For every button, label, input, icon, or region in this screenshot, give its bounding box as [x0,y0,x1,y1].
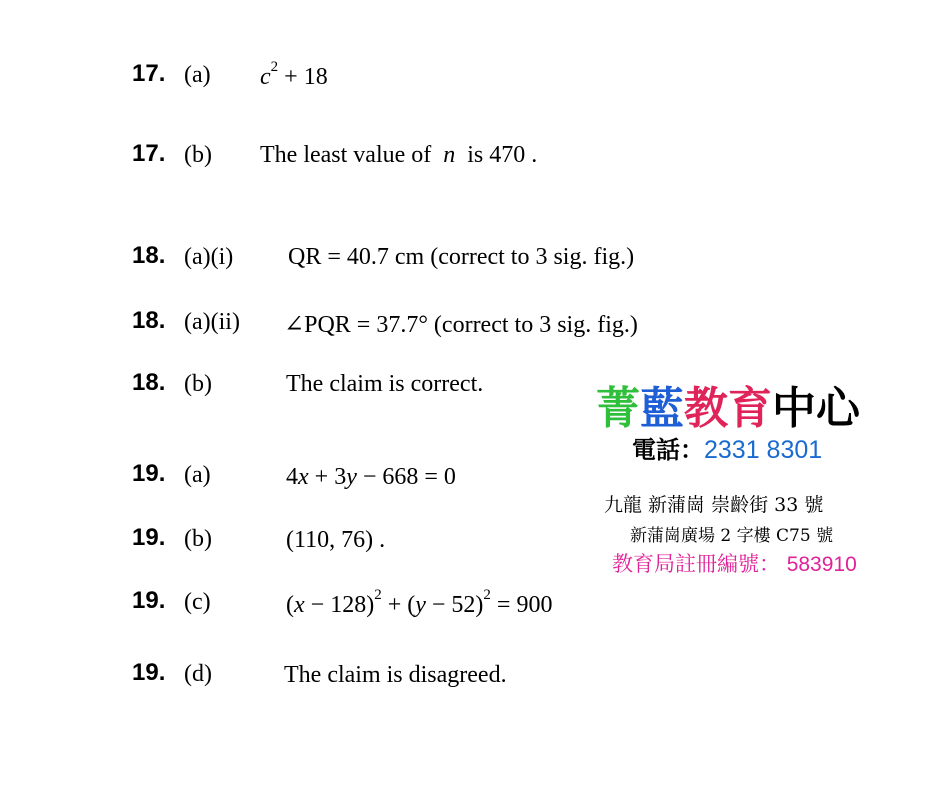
registration-line [612,548,857,578]
answer-text: (110, 76) . [286,527,386,553]
answer-text [286,587,553,619]
answer-phrase: is 470 . [467,142,538,168]
logo-char: 育 [728,383,772,434]
address-line-1: 九龍 新蒲崗 崇齡街 33 號 [604,494,824,516]
math-term: + 18 [284,64,328,90]
logo-char: 教 [684,383,728,434]
math-variable: c [260,64,271,90]
answer-text: ∠PQR = 37.7° (correct to 3 sig. fig.) [284,312,638,338]
phone-label: 電話： [632,436,704,464]
registration-number: 583910 [786,553,857,576]
question-part: (a)(i) [184,244,234,270]
registration-label: 教育局註冊編號： [612,552,780,576]
question-number: 19. [132,460,166,487]
question-part: (c) [184,589,211,615]
question-number: 18. [132,307,166,334]
answer-text [260,59,328,91]
question-number: 17. [132,60,166,87]
math-term: ( [286,592,294,618]
math-variable: x [298,464,309,490]
question-number: 19. [132,524,166,551]
question-part: (b) [184,526,212,552]
logo-char: 藍 [640,383,684,434]
answer-text: The claim is disagreed. [284,662,507,688]
question-number: 18. [132,242,166,269]
math-term: + 3 [308,464,347,490]
question-part: (d) [184,661,212,687]
math-term: 4 [286,464,298,490]
question-number: 19. [132,587,166,614]
math-variable: y [415,592,426,618]
phone-number: 2331 8301 [704,436,823,464]
question-part: (a) [184,462,211,488]
logo-char: 中 [772,383,816,434]
answer-text: QR = 40.7 cm (correct to 3 sig. fig.) [288,244,635,270]
logo-char: 菁 [596,383,640,434]
answer-text [260,142,537,169]
math-term: = 900 [490,592,553,618]
center-logo-title [596,372,860,436]
math-exponent: 2 [374,587,382,603]
math-variable: n [443,142,456,168]
question-number: 19. [132,659,166,686]
math-exponent: 2 [270,59,279,75]
math-variable: x [294,592,305,618]
question-number: 17. [132,140,166,167]
question-part: (a) [184,62,211,88]
math-term: − 52) [425,592,484,618]
math-term: − 128) [304,592,375,618]
logo-char: 心 [816,383,860,434]
question-part: (b) [184,142,212,168]
address-line-2: 新蒲崗廣場 2 字樓 C75 號 [630,526,834,546]
question-part: (a)(ii) [184,309,240,335]
math-term: + ( [381,592,416,618]
math-term: − 668 = 0 [362,464,456,490]
phone-line [632,430,822,465]
math-exponent: 2 [483,587,491,603]
question-part: (b) [184,371,212,397]
answer-text: The claim is correct. [286,371,484,397]
question-number: 18. [132,369,166,396]
answer-phrase: The least value of [260,142,432,168]
answer-text [286,464,456,491]
math-variable: y [346,464,357,490]
